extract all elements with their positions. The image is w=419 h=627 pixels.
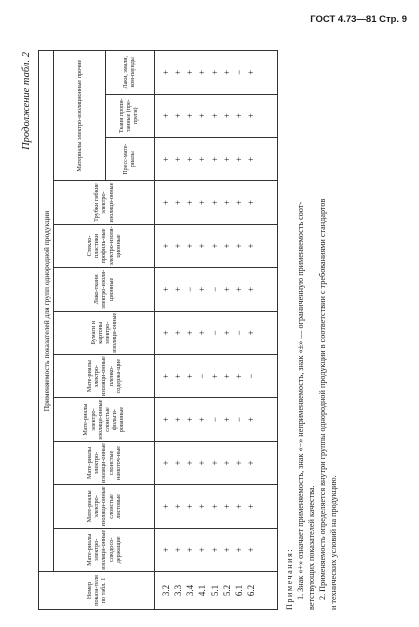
stub-header: Номер показа-теля по табл. 1	[38, 572, 154, 610]
rotated-page-content	[20, 50, 400, 610]
applicability-mark: +	[160, 286, 171, 292]
row-code: 4.1	[196, 584, 207, 597]
applicability-mark: +	[172, 373, 183, 379]
mark-column	[154, 224, 277, 267]
applicability-mark: −	[209, 330, 220, 336]
applicability-mark: +	[172, 200, 183, 206]
column-header: Стекло-пластики профиль-ные электро-изоля-ционные	[53, 224, 154, 267]
applicability-mark: +	[221, 503, 232, 509]
applicability-mark: +	[160, 330, 171, 336]
column-header: Бумаги и картоны электро-изоляци-онные	[53, 311, 154, 354]
applicability-mark: +	[172, 547, 183, 553]
applicability-mark: +	[221, 113, 232, 119]
mark-column	[154, 137, 277, 180]
mark-column	[154, 268, 277, 311]
applicability-mark: +	[196, 243, 207, 249]
applicability-mark: +	[209, 200, 220, 206]
applicability-mark: −	[184, 286, 195, 292]
mark-column	[154, 311, 277, 354]
applicability-mark: +	[160, 113, 171, 119]
column-header: Лако-ткани электро-изоля-ционные	[53, 268, 154, 311]
applicability-mark: +	[184, 69, 195, 75]
applicability-mark: +	[233, 243, 244, 249]
applicability-mark: +	[184, 373, 195, 379]
applicability-mark: −	[233, 417, 244, 423]
applicability-mark: −	[209, 417, 220, 423]
applicability-mark: −	[209, 286, 220, 292]
column-header: Трубки гибкие электро-изоляци-онные	[53, 181, 154, 224]
applicability-mark: +	[233, 373, 244, 379]
table-body-row	[154, 51, 277, 610]
applicability-mark: +	[196, 200, 207, 206]
note-line: 1. Знак «+» означает применяемость, знак «−» неприменяемость, знак «±» — ограниченную применяемость соот-	[295, 201, 305, 600]
applicability-mark: +	[196, 330, 207, 336]
column-header: Мате-риалы электро-изоляци-онные слоистые намоточ-ные	[53, 441, 154, 484]
column-header: Мате-риалы электро-изоляци-онные пленко-содержа-щие	[53, 354, 154, 397]
column-header: Ткани пропи-танные (пре-преги)	[105, 94, 155, 137]
applicability-mark: +	[184, 547, 195, 553]
applicability-mark: +	[184, 417, 195, 423]
applicability-mark: +	[209, 243, 220, 249]
applicability-mark: +	[209, 156, 220, 162]
applicability-mark: +	[160, 547, 171, 553]
applicability-mark: +	[233, 286, 244, 292]
notes-title: Примечания:	[284, 547, 294, 610]
applicability-mark: +	[245, 503, 256, 509]
applicability-mark: +	[245, 460, 256, 466]
applicability-mark: +	[160, 373, 171, 379]
applicability-mark: +	[221, 417, 232, 423]
applicability-mark: +	[245, 330, 256, 336]
applicability-mark: +	[160, 200, 171, 206]
column-header: Лаки, эмали, ком-паунды	[105, 51, 155, 95]
column-header: Мате-риалы электро-изоляци-онные слоистые фольги-рованные	[53, 398, 154, 441]
applicability-mark: +	[160, 243, 171, 249]
applicability-table	[38, 50, 278, 610]
mark-column	[154, 181, 277, 224]
applicability-mark: +	[196, 113, 207, 119]
applicability-mark: +	[184, 503, 195, 509]
column-header: Мате-риалы электро-изоляци-онные слоистые листовые	[53, 485, 154, 528]
applicability-mark: +	[209, 547, 220, 553]
applicability-mark: +	[196, 460, 207, 466]
applicability-mark: +	[160, 503, 171, 509]
group-header: Применяемость показателей для групп однородной продукции	[38, 51, 53, 572]
mark-column	[154, 398, 277, 441]
applicability-mark: +	[209, 503, 220, 509]
table-continuation-label: Продолжение табл. 2	[20, 52, 32, 150]
applicability-mark: +	[233, 460, 244, 466]
applicability-mark: +	[221, 69, 232, 75]
mark-column	[154, 51, 277, 95]
applicability-mark: +	[233, 156, 244, 162]
mark-column	[154, 485, 277, 528]
applicability-mark: +	[221, 460, 232, 466]
column-header: Пресс-мате-риалы	[105, 137, 155, 180]
applicability-mark: +	[172, 286, 183, 292]
applicability-mark: +	[160, 460, 171, 466]
mark-column	[154, 94, 277, 137]
applicability-mark: +	[209, 460, 220, 466]
applicability-mark: +	[233, 503, 244, 509]
applicability-mark: +	[233, 113, 244, 119]
applicability-mark: +	[172, 417, 183, 423]
nested-group-header: Материалы электро-изоляционные прочие	[53, 51, 105, 181]
applicability-mark: +	[245, 547, 256, 553]
row-code: 6.1	[233, 584, 244, 597]
row-code: 5.2	[221, 584, 232, 597]
applicability-mark: +	[245, 243, 256, 249]
row-code: 3.3	[172, 584, 183, 597]
applicability-mark: +	[196, 286, 207, 292]
applicability-mark: +	[184, 156, 195, 162]
applicability-mark: −	[233, 69, 244, 75]
applicability-mark: +	[209, 69, 220, 75]
row-code: 3.4	[184, 584, 195, 597]
applicability-mark: +	[196, 156, 207, 162]
applicability-mark: +	[233, 200, 244, 206]
applicability-mark: +	[221, 373, 232, 379]
applicability-mark: +	[221, 547, 232, 553]
applicability-mark: +	[172, 69, 183, 75]
applicability-mark: +	[233, 547, 244, 553]
mark-column	[154, 354, 277, 397]
applicability-mark: −	[196, 373, 207, 379]
applicability-mark: +	[245, 200, 256, 206]
applicability-mark: −	[233, 330, 244, 336]
applicability-mark: +	[172, 156, 183, 162]
applicability-mark: +	[245, 156, 256, 162]
applicability-mark: +	[209, 373, 220, 379]
applicability-mark: +	[184, 243, 195, 249]
applicability-mark: +	[221, 156, 232, 162]
running-head: ГОСТ 4.73—81 Стр. 9	[310, 14, 407, 25]
column-header: Мате-риалы электро-изоляци-онные слюдосо-держащие	[53, 528, 154, 571]
applicability-mark: +	[184, 200, 195, 206]
applicability-mark: +	[221, 200, 232, 206]
applicability-mark: +	[184, 460, 195, 466]
applicability-mark: +	[196, 503, 207, 509]
mark-column	[154, 528, 277, 571]
applicability-mark: +	[245, 113, 256, 119]
applicability-mark: +	[209, 113, 220, 119]
row-code: 5.1	[209, 584, 220, 597]
applicability-mark: +	[160, 417, 171, 423]
applicability-mark: +	[221, 243, 232, 249]
applicability-mark: +	[184, 113, 195, 119]
row-code-column	[154, 572, 277, 610]
applicability-mark: +	[196, 547, 207, 553]
row-code: 6.2	[245, 584, 256, 597]
applicability-mark: +	[172, 113, 183, 119]
applicability-mark: +	[172, 330, 183, 336]
note-line: ветствующих показателей качества.	[306, 485, 316, 610]
applicability-mark: +	[245, 417, 256, 423]
applicability-mark: +	[196, 417, 207, 423]
applicability-mark: +	[184, 330, 195, 336]
note-line: 2. Применяемость определяется внутри группы однородной продукции в соответствии с требованиями стандартов	[317, 198, 327, 600]
note-line: и технических условий на продукцию.	[328, 475, 338, 610]
applicability-mark: +	[172, 503, 183, 509]
applicability-mark: +	[221, 330, 232, 336]
applicability-mark: −	[245, 373, 256, 379]
applicability-mark: +	[196, 69, 207, 75]
applicability-mark: +	[221, 286, 232, 292]
mark-column	[154, 441, 277, 484]
applicability-mark: +	[245, 286, 256, 292]
notes-block	[284, 50, 339, 610]
applicability-mark: +	[160, 69, 171, 75]
applicability-mark: +	[245, 69, 256, 75]
applicability-mark: +	[172, 243, 183, 249]
row-code: 3.2	[160, 584, 171, 597]
applicability-mark: +	[160, 156, 171, 162]
applicability-mark: +	[172, 460, 183, 466]
